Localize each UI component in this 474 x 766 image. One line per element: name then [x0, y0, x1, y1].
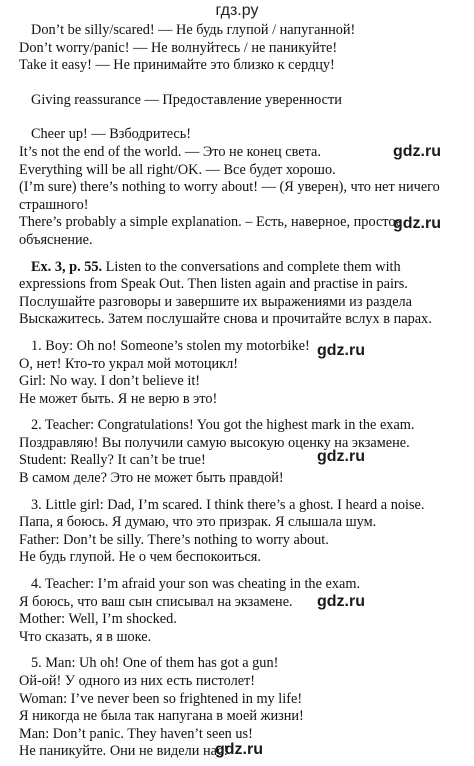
- watermark-4: gdz.ru: [317, 448, 365, 465]
- exercise-instruction: [19, 259, 459, 277]
- dialogue-line: Student: Really? It can’t be true!: [19, 452, 206, 469]
- watermark-1: gdz.ru: [393, 143, 441, 160]
- dialogue-line: Поздравляю! Вы получили самую высокую оценку на экзамене.: [19, 434, 410, 451]
- dialogue-line: Я боюсь, что ваш сын списывал на экзамене.: [19, 593, 293, 610]
- dialogue-line: Не будь глупой. Не о чем беспокоиться.: [19, 549, 261, 566]
- dialogue-line: Ой-ой! У одного из них есть пистолет!: [19, 673, 256, 689]
- dialogue-line: Father: Don’t be silly. There’s nothing to worry about.: [19, 531, 329, 548]
- dialogue-line: 4. Teacher: I’m afraid your son was cheating in the exam.: [31, 576, 361, 593]
- exercise-text: expressions from Speak Out. Then listen again and practise in pairs.: [19, 276, 408, 293]
- section-heading: Giving reassurance — Предоставление уверенности: [31, 91, 342, 108]
- phrase-line: Everything will be all right/OK. — Все будет хорошо.: [19, 161, 336, 178]
- page-content: [19, 22, 459, 761]
- watermark-5: gdz.ru: [317, 593, 365, 610]
- exercise-text: Выскажитесь. Затем послушайте снова и прочитайте вслух в парах.: [19, 311, 432, 328]
- phrase-line: There’s probably a simple explanation. – Есть, наверное, простое: [19, 214, 403, 231]
- dialogue-line: О, нет! Кто-то украл мой мотоцикл!: [19, 355, 238, 372]
- dialogue-line: Woman: I’ve never been so frightened in my life!: [19, 690, 303, 707]
- dialogue-line: Я никогда не была так напугана в моей жизни!: [19, 708, 304, 725]
- dialogue-line: Man: Don’t panic. They haven’t seen us!: [19, 725, 253, 742]
- phrase-line: объяснение.: [19, 231, 93, 248]
- phrase-line: страшного!: [19, 196, 89, 213]
- dialogue-line: 2. Teacher: Congratulations! You got the highest mark in the exam.: [31, 417, 415, 434]
- exercise-label: Ex. 3, p. 55.: [31, 258, 103, 275]
- phrase-line: (I’m sure) there’s nothing to worry about! — (Я уверен), что нет ничего: [19, 179, 440, 196]
- dialogue-line: Не паникуйте. Они не видели нас!: [19, 743, 229, 760]
- phrase-line: Don’t worry/panic! — Не волнуйтесь / не паникуйте!: [19, 39, 338, 56]
- dialogue-line: 1. Boy: Oh no! Someone’s stolen my motorbike!: [31, 337, 310, 354]
- dialogue-line: В самом деле? Это не может быть правдой!: [19, 470, 284, 487]
- dialogue-line: Mother: Well, I’m shocked.: [19, 611, 177, 628]
- phrase-line: Cheer up! — Взбодритесь!: [31, 126, 192, 143]
- phrase-line: Don’t be silly/scared! — Не будь глупой / напуганной!: [31, 22, 356, 38]
- phrase-line: It’s not the end of the world. — Это не конец света.: [19, 143, 321, 160]
- dialogue-line: Girl: No way. I don’t believe it!: [19, 373, 201, 390]
- exercise-text: Listen to the conversations and complete them with: [102, 258, 401, 275]
- dialogue-line: 5. Man: Uh oh! One of them has got a gun!: [31, 655, 279, 672]
- watermark-3: gdz.ru: [317, 342, 365, 359]
- watermark-footer: gdz.ru: [215, 741, 263, 758]
- phrase-line: Take it easy! — Не принимайте это близко к сердцу!: [19, 57, 335, 74]
- dialogue-line: Папа, я боюсь. Я думаю, что это призрак. Я слышала шум.: [19, 514, 377, 531]
- dialogue-line: 3. Little girl: Dad, I’m scared. I think there’s a ghost. I heard a noise.: [31, 496, 425, 513]
- dialogue-line: Что сказать, я в шоке.: [19, 628, 152, 645]
- dialogue-line: Не может быть. Я не верю в это!: [19, 390, 218, 407]
- watermark-2: gdz.ru: [393, 215, 441, 232]
- exercise-text: Послушайте разговоры и завершите их выражениями из раздела: [19, 293, 413, 310]
- site-header: гдз.ру: [215, 2, 259, 19]
